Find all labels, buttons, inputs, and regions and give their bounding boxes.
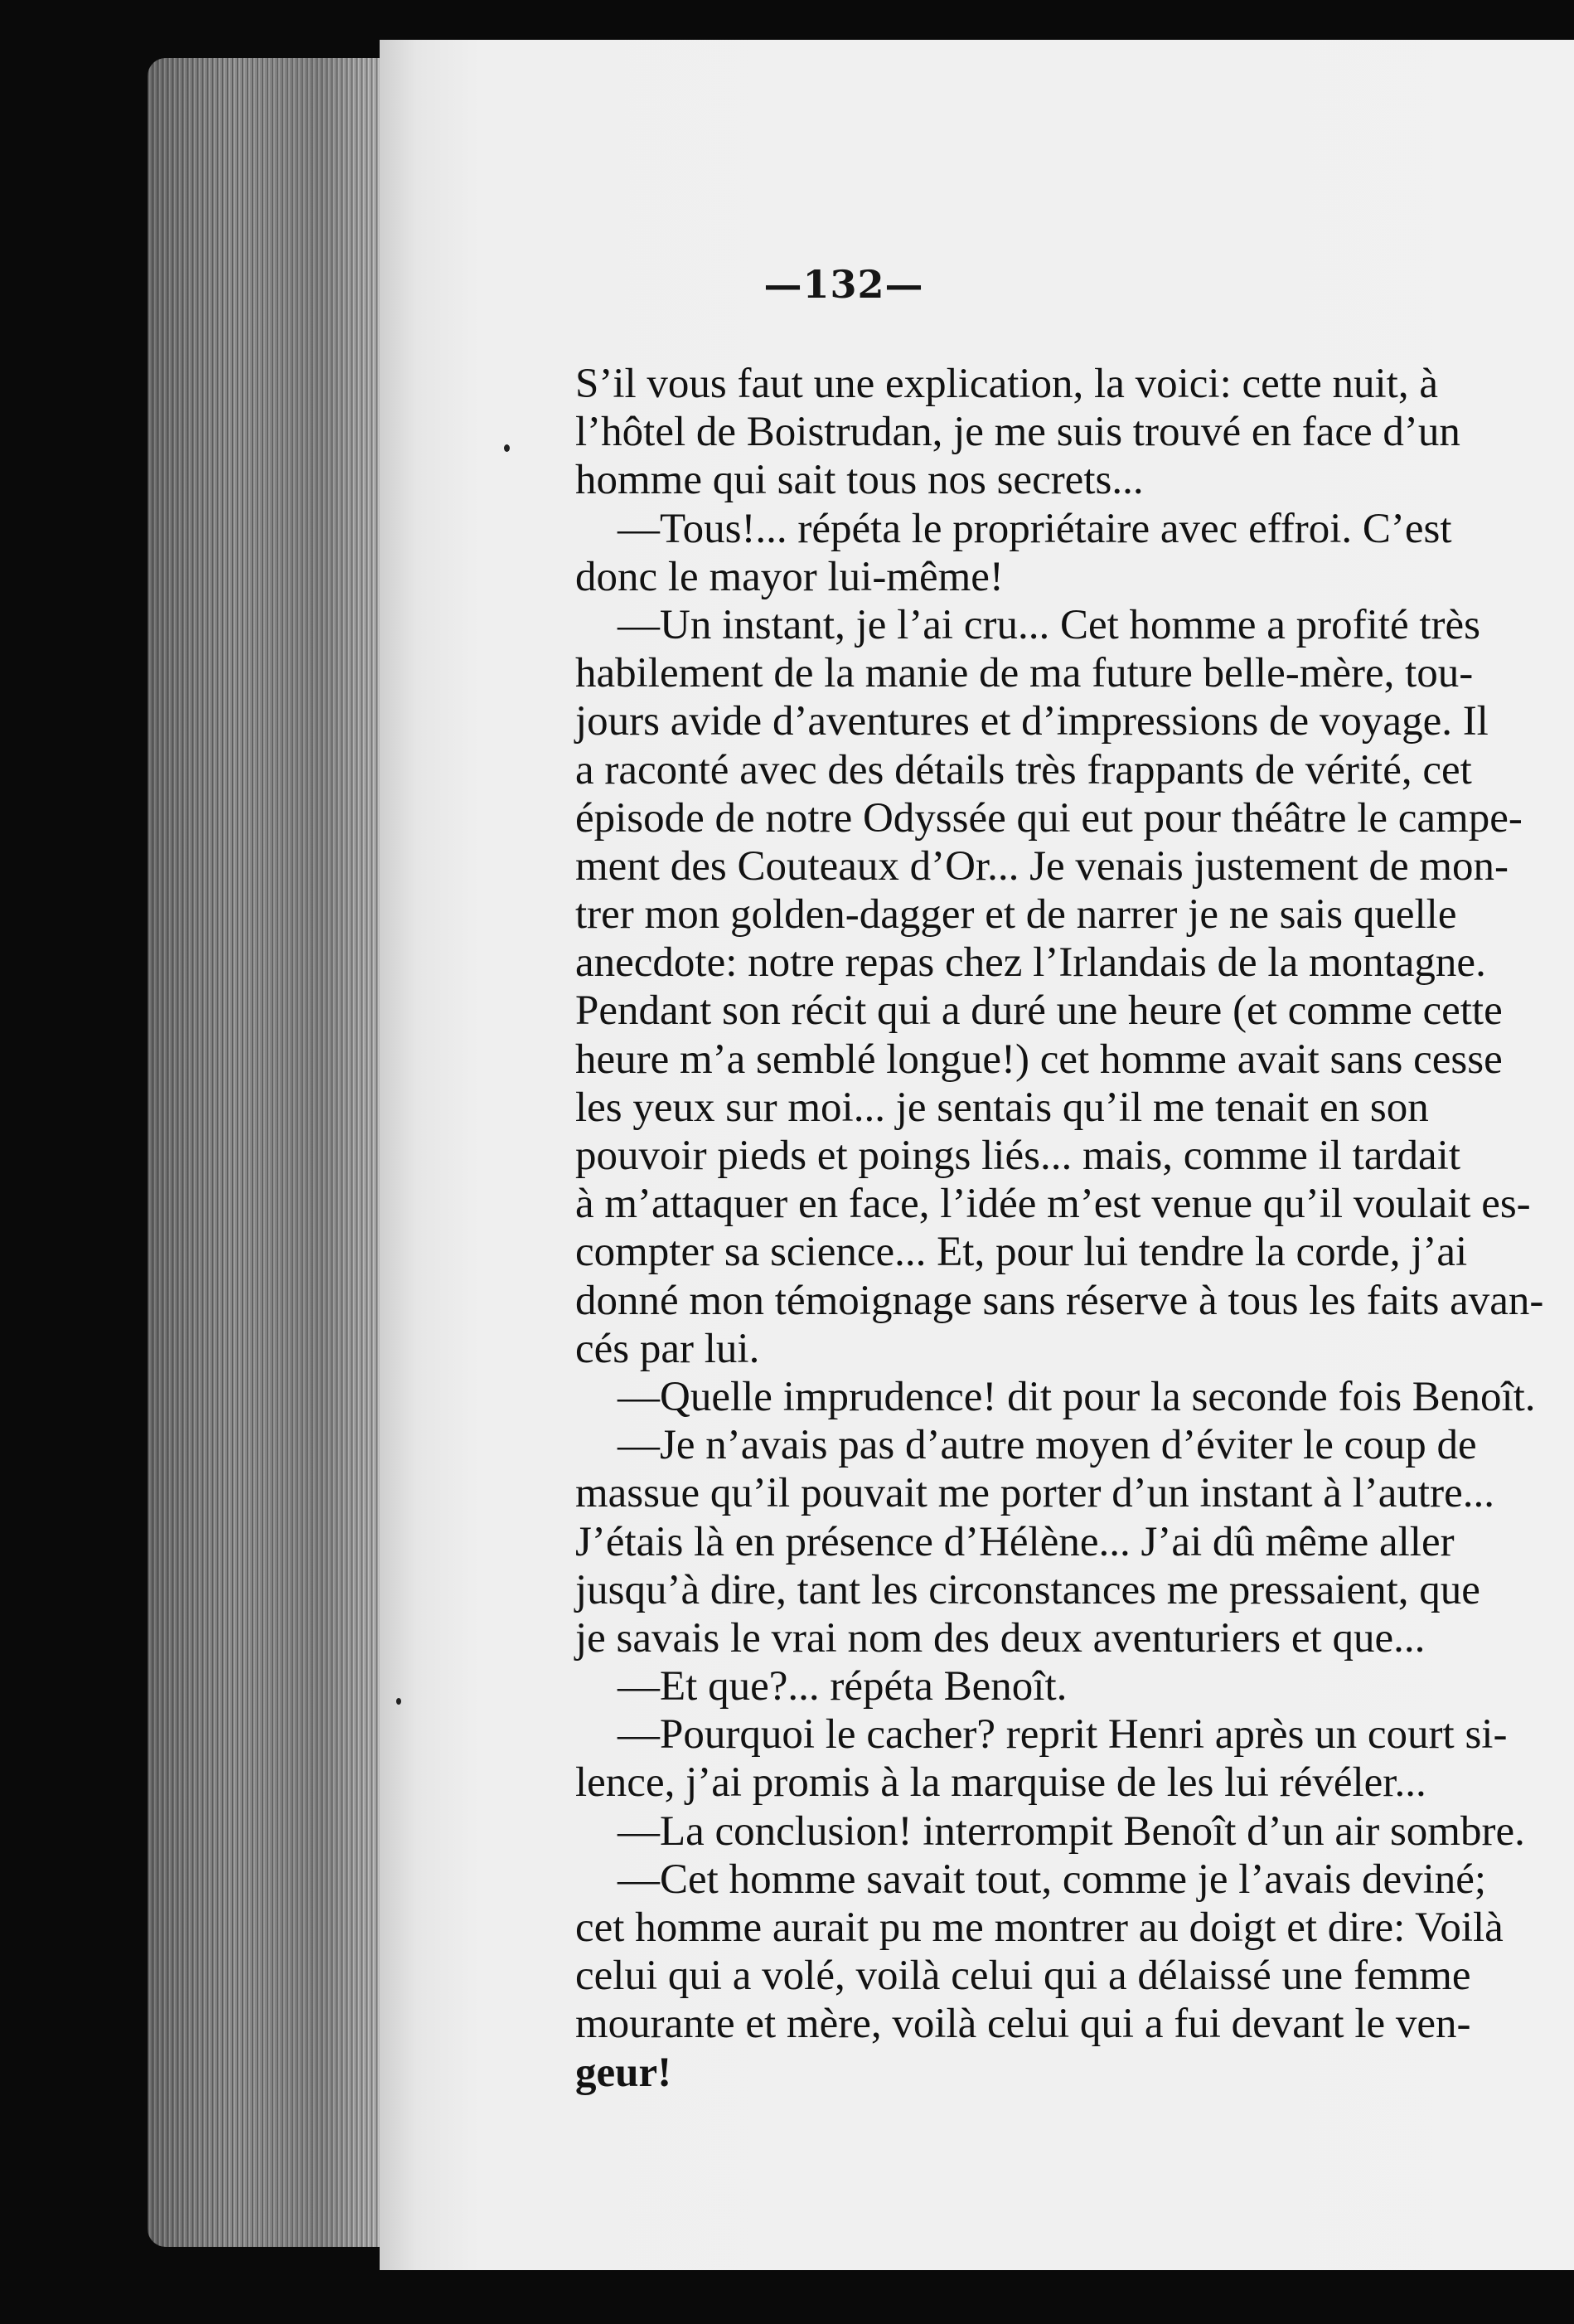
page-number: —132— (763, 262, 924, 307)
text-line: je savais le vrai nom des deux aventuriers et que... (575, 1614, 1426, 1662)
text-line: anecdote: notre repas chez l’Irlandais de la montagne. (575, 939, 1486, 987)
text-line: mourante et mère, voilà celui qui a fui devant le ven- (575, 2001, 1471, 2048)
text-line: —Pourquoi le cacher? reprit Henri après un court si- (575, 1711, 1508, 1759)
text-line: trer mon golden-dagger et de narrer je ne sais quelle (575, 891, 1457, 939)
book-page (380, 40, 1574, 2270)
text-line: homme qui sait tous nos secrets... (575, 457, 1144, 504)
text-line: jusqu’à dire, tant les circonstances me pressaient, que (575, 1566, 1480, 1613)
text-line: celui qui a volé, voilà celui qui a délaissé une femme (575, 1953, 1471, 2000)
text-line: a raconté avec des détails très frappants de vérité, cet (575, 746, 1472, 793)
text-line: —Tous!... répéta le propriétaire avec effroi. C’est (575, 505, 1452, 552)
text-line: S’il vous faut une explication, la voici: cette nuit, à (575, 361, 1438, 407)
dust-speck (396, 1698, 401, 1705)
text-line: pouvoir pieds et poings liés... mais, comme il tardait (575, 1133, 1460, 1179)
text-line: geur! (575, 2049, 672, 2096)
text-line: lence, j’ai promis à la marquise de les lui révéler... (575, 1759, 1426, 1807)
text-line: massue qu’il pouvait me porter d’un instant à l’autre... (575, 1470, 1494, 1517)
text-line: —Et que?... répéta Benoît. (575, 1663, 1068, 1710)
text-line: l’hôtel de Boistrudan, je me suis trouvé en face d’un (575, 409, 1460, 456)
text-line: J’étais là en présence d’Hélène... J’ai dû même aller (575, 1518, 1455, 1565)
text-line: —Cet homme savait tout, comme je l’avais deviné; (575, 1856, 1487, 1903)
text-line: ment des Couteaux d’Or... Je venais justement de mon- (575, 842, 1509, 890)
dust-speck (504, 444, 510, 452)
text-line: heure m’a semblé longue!) cet homme avait sans cesse (575, 1036, 1503, 1083)
text-line: donc le mayor lui-même! (575, 553, 1004, 600)
text-line: habilement de la manie de ma future belle-mère, tou- (575, 650, 1474, 697)
text-line: donné mon témoignage sans réserve à tous les faits avan- (575, 1277, 1544, 1324)
text-line: —Quelle imprudence! dit pour la seconde fois Benoît. (575, 1373, 1536, 1420)
text-line: jours avide d’aventures et d’impressions de voyage. Il (575, 698, 1489, 745)
body-text (575, 360, 1574, 2097)
text-line: —Un instant, je l’ai cru... Cet homme a profité très (575, 601, 1480, 648)
text-line: cet homme aurait pu me montrer au doigt et dire: Voilà (575, 1904, 1504, 1951)
text-line: cés par lui. (575, 1325, 760, 1372)
text-line: Pendant son récit qui a duré une heure (et comme cette (575, 987, 1503, 1035)
text-line: épisode de notre Odyssée qui eut pour théâtre le campe- (575, 794, 1523, 842)
text-line: —La conclusion! interrompit Benoît d’un air sombre. (575, 1807, 1525, 1855)
text-line: compter sa science... Et, pour lui tendre la corde, j’ai (575, 1229, 1468, 1276)
text-line: —Je n’avais pas d’autre moyen d’éviter le coup de (575, 1422, 1477, 1469)
text-line: les yeux sur moi... je sentais qu’il me tenait en son (575, 1084, 1429, 1131)
page-stack-edges (148, 58, 396, 2247)
text-line: à m’attaquer en face, l’idée m’est venue qu’il voulait es- (575, 1181, 1531, 1228)
